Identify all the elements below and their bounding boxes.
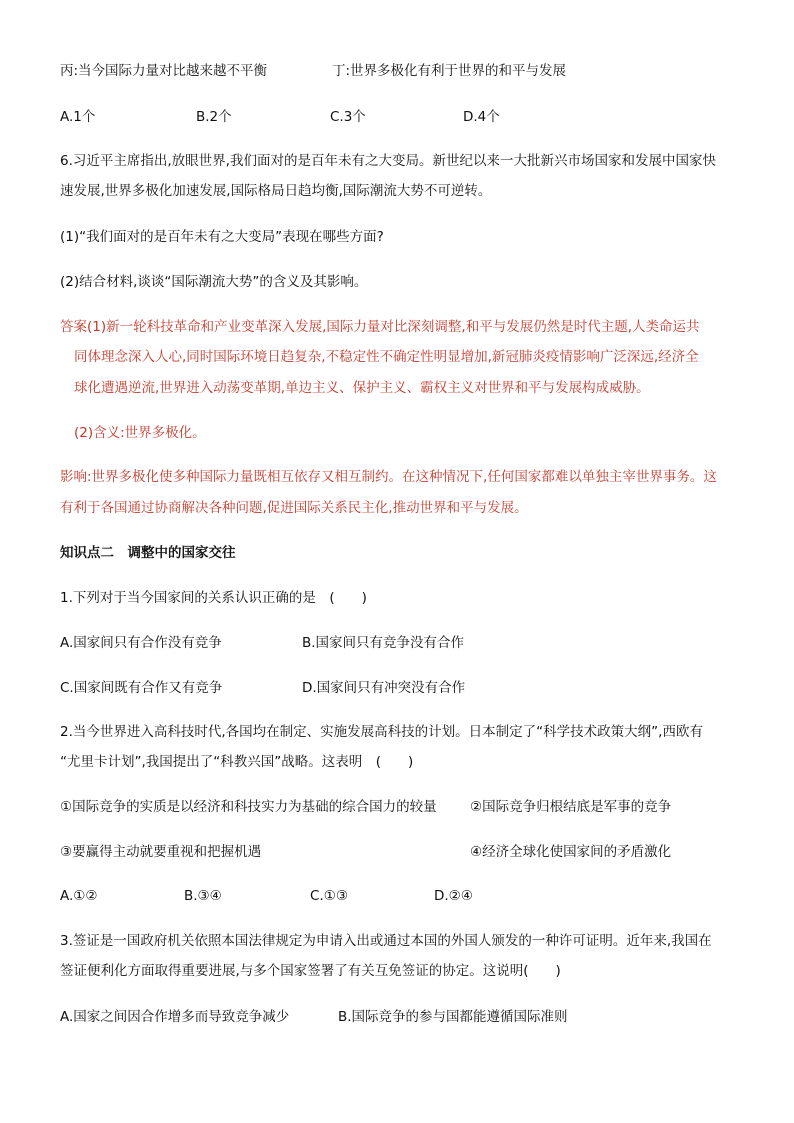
s2q1-option-c: C.国家间既有合作又有竞争 (60, 680, 223, 696)
s2q2-item-1: ①国际竞争的实质是以经济和科技实力为基础的综合国力的较量 (60, 799, 437, 815)
s2q3-stem-line2: 签证便利化方面取得重要进展,与多个国家签署了有关互免签证的协定。这说明( ) (60, 963, 561, 979)
section-heading: 知识点二 调整中的国家交往 (60, 545, 236, 561)
q6-answer-line6: 有利于各国通过协商解决各种问题,促进国际关系民主化,推动世界和平与发展。 (60, 500, 528, 516)
s2q2-stem-line1: 2.当今世界进入高科技时代,各国均在制定、实施发展高科技的计划。日本制定了“科学技术政策大纲”,西欧有 (60, 724, 703, 740)
s2q1-stem: 1.下列对于当今国家间的关系认识正确的是 ( ) (60, 590, 367, 606)
q5-option-d: D.4个 (463, 109, 500, 125)
s2q1-option-b: B.国家间只有竞争没有合作 (302, 635, 465, 651)
s2q2-option-d: D.②④ (434, 888, 473, 904)
q5-option-c: C.3个 (330, 109, 366, 125)
q6-stem-line2: 速发展,世界多极化加速发展,国际格局日趋均衡,国际潮流大势不可逆转。 (60, 183, 492, 199)
q6-answer-line2: 同体理念深入人心,同时国际环境日趋复杂,不稳定性不确定性明显增加,新冠肺炎疫情影响广泛深远,经济全 (74, 349, 699, 365)
statement-ding: 丁:世界多极化有利于世界的和平与发展 (332, 63, 567, 79)
q6-stem-line1: 6.习近平主席指出,放眼世界,我们面对的是百年未有之大变局。新世纪以来一大批新兴市场国家和发展中国家快 (60, 153, 716, 169)
s2q1-option-a: A.国家间只有合作没有竞争 (60, 635, 222, 651)
s2q2-item-4: ④经济全球化使国家间的矛盾激化 (470, 844, 672, 860)
s2q3-option-b: B.国际竞争的参与国都能遵循国际准则 (338, 1009, 568, 1025)
q5-option-a: A.1个 (60, 109, 96, 125)
statement-bing: 丙:当今国际力量对比越来越不平衡 (60, 63, 268, 79)
s2q2-stem-line2: “尤里卡计划”,我国提出了“科教兴国”战略。这表明 ( ) (60, 754, 414, 770)
s2q2-item-3: ③要赢得主动就要重视和把握机遇 (60, 844, 262, 860)
q6-answer-line3: 球化遭遇逆流,世界进入动荡变革期,单边主义、保护主义、霸权主义对世界和平与发展构成威胁。 (74, 380, 650, 396)
s2q2-option-c: C.①③ (310, 888, 348, 904)
q6-subquestion-2: (2)结合材料,谈谈“国际潮流大势”的含义及其影响。 (60, 274, 368, 290)
s2q2-option-b: B.③④ (184, 888, 222, 904)
s2q3-option-a: A.国家之间因合作增多而导致竞争减少 (60, 1009, 290, 1025)
q6-subquestion-1: (1)“我们面对的是百年未有之大变局”表现在哪些方面? (60, 229, 384, 245)
s2q2-option-a: A.①② (60, 888, 98, 904)
q5-option-b: B.2个 (196, 109, 232, 125)
s2q1-option-d: D.国家间只有冲突没有合作 (302, 680, 466, 696)
q6-answer-line1: 答案(1)新一轮科技革命和产业变革深入发展,国际力量对比深刻调整,和平与发展仍然是时代主题,人类命运共 (60, 319, 700, 335)
s2q3-stem-line1: 3.签证是一国政府机关依照本国法律规定为申请入出或通过本国的外国人颁发的一种许可证明。近年来,我国在 (60, 933, 712, 949)
q6-answer-line4: (2)含义:世界多极化。 (74, 425, 206, 441)
q6-answer-line5: 影响:世界多极化使多种国际力量既相互依存又相互制约。在这种情况下,任何国家都难以单独主宰世界事务。这 (60, 469, 717, 485)
s2q2-item-2: ②国际竞争归根结底是军事的竞争 (470, 799, 672, 815)
